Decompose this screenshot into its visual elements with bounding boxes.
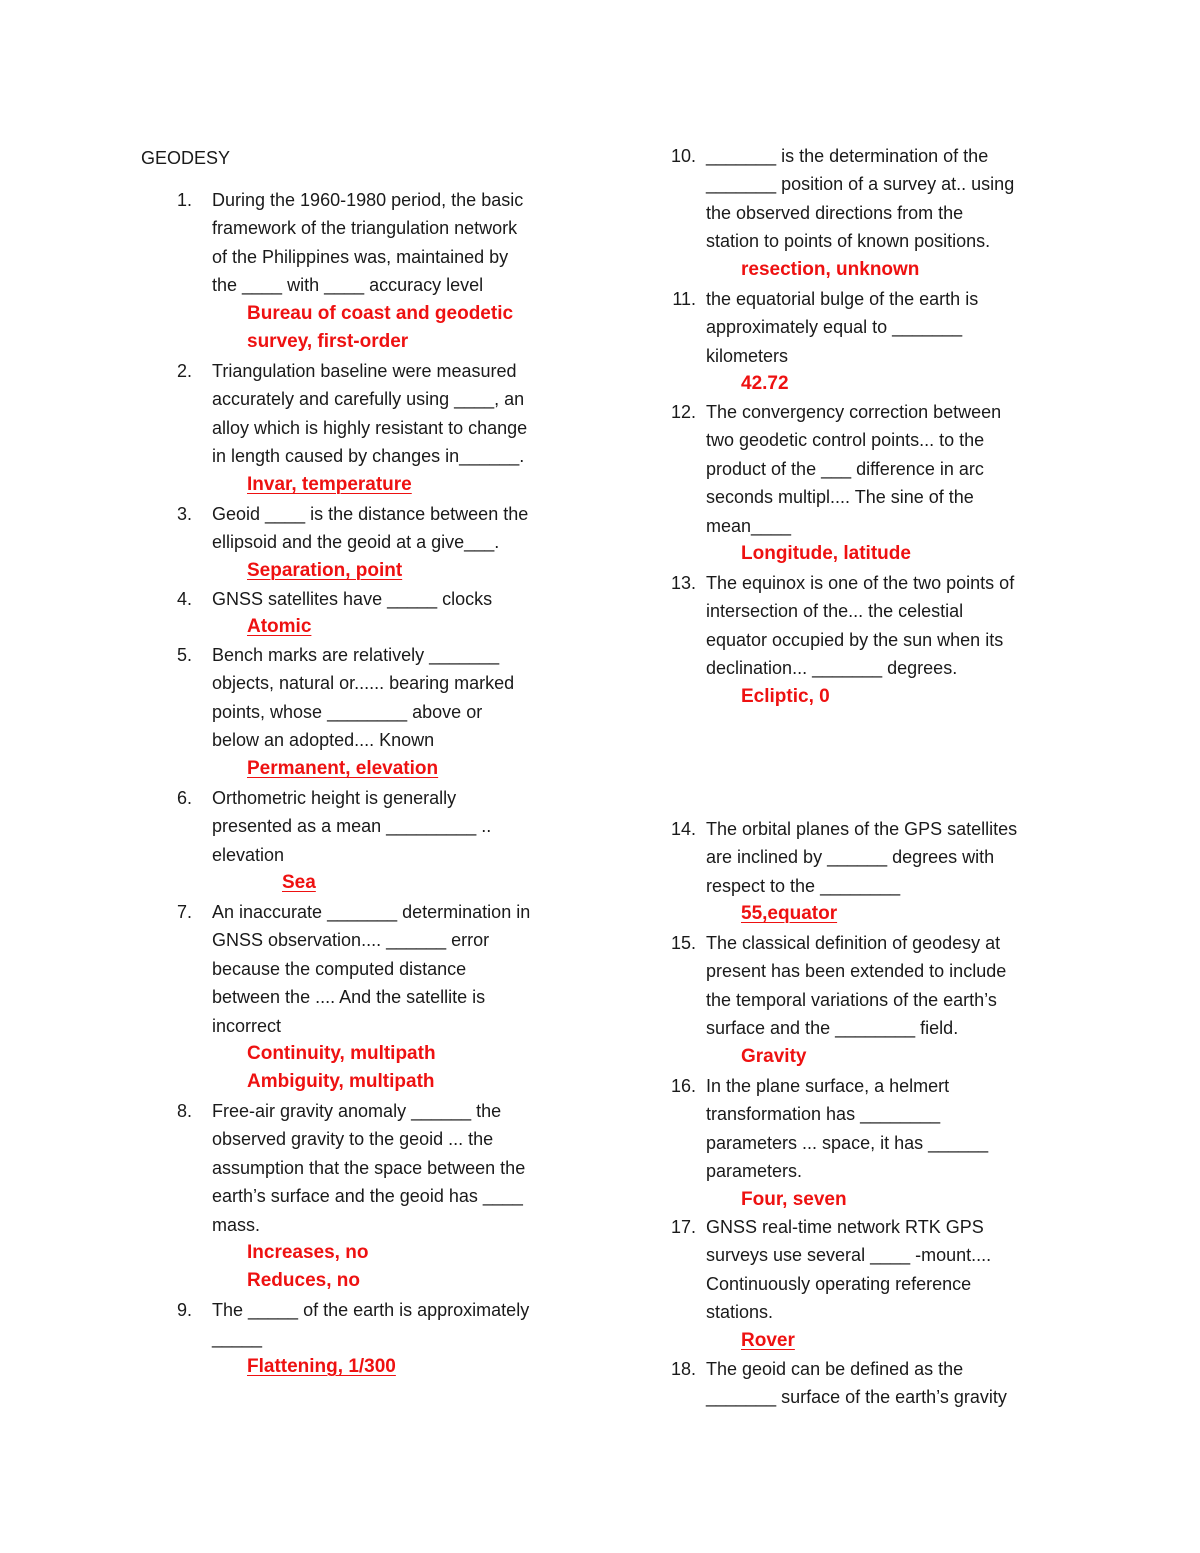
question-text-line: incorrect	[212, 1015, 282, 1036]
question-text-line: the ____ with ____ accuracy level	[212, 275, 484, 296]
question-text-line: GNSS satellites have _____ clocks	[212, 589, 493, 609]
answer-text: Continuity, multipath	[247, 1043, 436, 1064]
answer-text: Invar, temperature	[247, 473, 412, 495]
question-text-line: mass.	[212, 1214, 261, 1235]
question-number: 17.	[670, 1217, 696, 1237]
question-text-line: presented as a mean _________ ..	[212, 816, 492, 837]
question-text-line: mean____	[706, 515, 792, 536]
question-text-line: kilometers	[706, 345, 789, 366]
answer-text: Bureau of coast and geodetic	[247, 302, 514, 324]
question-text-line: During the 1960-1980 period, the basic	[212, 190, 524, 210]
answer-text: Atomic	[247, 616, 312, 638]
question-text-line: surveys use several ____ -mount....	[706, 1245, 992, 1266]
question-text-line: in length caused by changes in______.	[212, 446, 525, 467]
question-text-line: seconds multipl.... The sine of the	[706, 487, 974, 508]
question-text-line: Free-air gravity anomaly ______ the	[212, 1101, 502, 1121]
answer-text: Four, seven	[741, 1188, 847, 1210]
question-number: 15.	[670, 933, 696, 953]
question-text-line: earth’s surface and the geoid has ____	[212, 1186, 523, 1207]
question-number: 8.	[176, 1101, 192, 1121]
question-number: 9.	[176, 1300, 192, 1320]
question-text-line: The equinox is one of the two points of	[706, 573, 1015, 593]
question-number: 1.	[176, 190, 192, 210]
question-text-line: framework of the triangulation network	[212, 218, 518, 239]
question-text-line: points, whose ________ above or	[212, 701, 483, 722]
question-number: 5.	[176, 645, 192, 665]
question-text-line: The _____ of the earth is approximately	[212, 1300, 530, 1320]
question-text-line: The convergency correction between	[706, 402, 1002, 422]
question-number: 6.	[176, 788, 192, 808]
question-text-line: parameters.	[706, 1161, 803, 1182]
question-text-line: approximately equal to _______	[706, 317, 963, 338]
question-text-line: intersection of the... the celestial	[706, 601, 964, 622]
question-text-line: ellipsoid and the geoid at a give___.	[212, 532, 500, 553]
question-text-line: _____	[212, 1328, 263, 1349]
answer-text: Longitude, latitude	[741, 543, 911, 564]
question-text-line: are inclined by ______ degrees with	[706, 847, 995, 868]
answer-text: Ambiguity, multipath	[247, 1071, 435, 1093]
question-text-line: transformation has ________	[706, 1104, 941, 1125]
question-text-line: the temporal variations of the earth’s	[706, 989, 997, 1010]
question-number: 14.	[670, 819, 696, 839]
question-text-line: _______ position of a survey at.. using	[706, 174, 1015, 195]
answer-text: Rover	[741, 1329, 795, 1351]
question-number: 12.	[670, 402, 696, 422]
question-text-line: assumption that the space between the	[212, 1157, 526, 1178]
question-text-line: observed gravity to the geoid ... the	[212, 1129, 494, 1150]
question-text-line: accurately and carefully using ____, an	[212, 389, 525, 410]
question-text-line: the equatorial bulge of the earth is	[706, 289, 979, 309]
question-text-line: declination... _______ degrees.	[706, 658, 958, 679]
question-text-line: Geoid ____ is the distance between the	[212, 504, 529, 524]
answer-text: Ecliptic, 0	[741, 685, 830, 707]
question-number: 2.	[176, 361, 192, 381]
question-text-line: The classical definition of geodesy at	[706, 933, 1001, 953]
question-text-line: An inaccurate _______ determination in	[212, 902, 531, 922]
question-number: 13.	[670, 573, 696, 593]
question-number: 11.	[672, 289, 696, 309]
question-text-line: alloy which is highly resistant to change	[212, 417, 528, 438]
answer-text: Reduces, no	[247, 1270, 360, 1292]
question-text-line: stations.	[706, 1302, 774, 1323]
question-text-line: GNSS observation.... ______ error	[212, 930, 490, 951]
question-text-line: elevation	[212, 844, 285, 865]
question-text-line: station to points of known positions.	[706, 231, 991, 252]
answer-text: Gravity	[741, 1045, 807, 1067]
question-text-line: objects, natural or...... bearing marked	[212, 673, 515, 694]
question-text-line: _______ is the determination of the	[706, 146, 989, 166]
document-title: GEODESY	[141, 148, 231, 168]
question-text-line: In the plane surface, a helmert	[706, 1076, 950, 1096]
answer-text: 55,equator	[741, 903, 838, 925]
answer-text: Permanent, elevation	[247, 757, 439, 779]
question-text-line: Orthometric height is generally	[212, 788, 457, 808]
question-number: 7.	[176, 902, 192, 922]
question-text-line: product of the ___ difference in arc	[706, 458, 984, 479]
question-text-line: below an adopted.... Known	[212, 730, 435, 751]
answer-text: resection, unknown	[741, 258, 920, 280]
question-text-line: present has been extended to include	[706, 961, 1007, 982]
question-number: 3.	[176, 504, 192, 524]
question-number: 16.	[670, 1076, 696, 1096]
question-text-line: The geoid can be defined as the	[706, 1359, 964, 1379]
question-text-line: Triangulation baseline were measured	[212, 361, 517, 381]
answer-text: Sea	[282, 872, 316, 894]
question-text-line: GNSS real-time network RTK GPS	[706, 1217, 984, 1237]
answer-text: Separation, point	[247, 559, 403, 581]
answer-text: survey, first-order	[247, 331, 409, 352]
question-text-line: of the Philippines was, maintained by	[212, 246, 509, 267]
question-text-line: two geodetic control points... to the	[706, 430, 985, 451]
question-number: 10.	[670, 146, 696, 166]
answer-text: 42.72	[741, 373, 789, 395]
question-text-line: equator occupied by the sun when its	[706, 629, 1004, 650]
question-text-line: Continuously operating reference	[706, 1273, 972, 1294]
question-text-line: _______ surface of the earth’s gravity	[706, 1387, 1007, 1408]
question-text-line: because the computed distance	[212, 958, 467, 979]
question-text-line: Bench marks are relatively _______	[212, 645, 500, 665]
question-number: 4.	[176, 589, 192, 609]
answer-text: Increases, no	[247, 1242, 369, 1263]
answer-text: Flattening, 1/300	[247, 1355, 396, 1377]
question-number: 18.	[670, 1359, 696, 1379]
question-text-line: respect to the ________	[706, 875, 901, 896]
question-text-line: The orbital planes of the GPS satellites	[706, 819, 1018, 839]
question-text-line: parameters ... space, it has ______	[706, 1132, 989, 1153]
question-text-line: the observed directions from the	[706, 202, 964, 223]
question-text-line: surface and the ________ field.	[706, 1018, 959, 1039]
question-text-line: between the .... And the satellite is	[212, 987, 486, 1008]
